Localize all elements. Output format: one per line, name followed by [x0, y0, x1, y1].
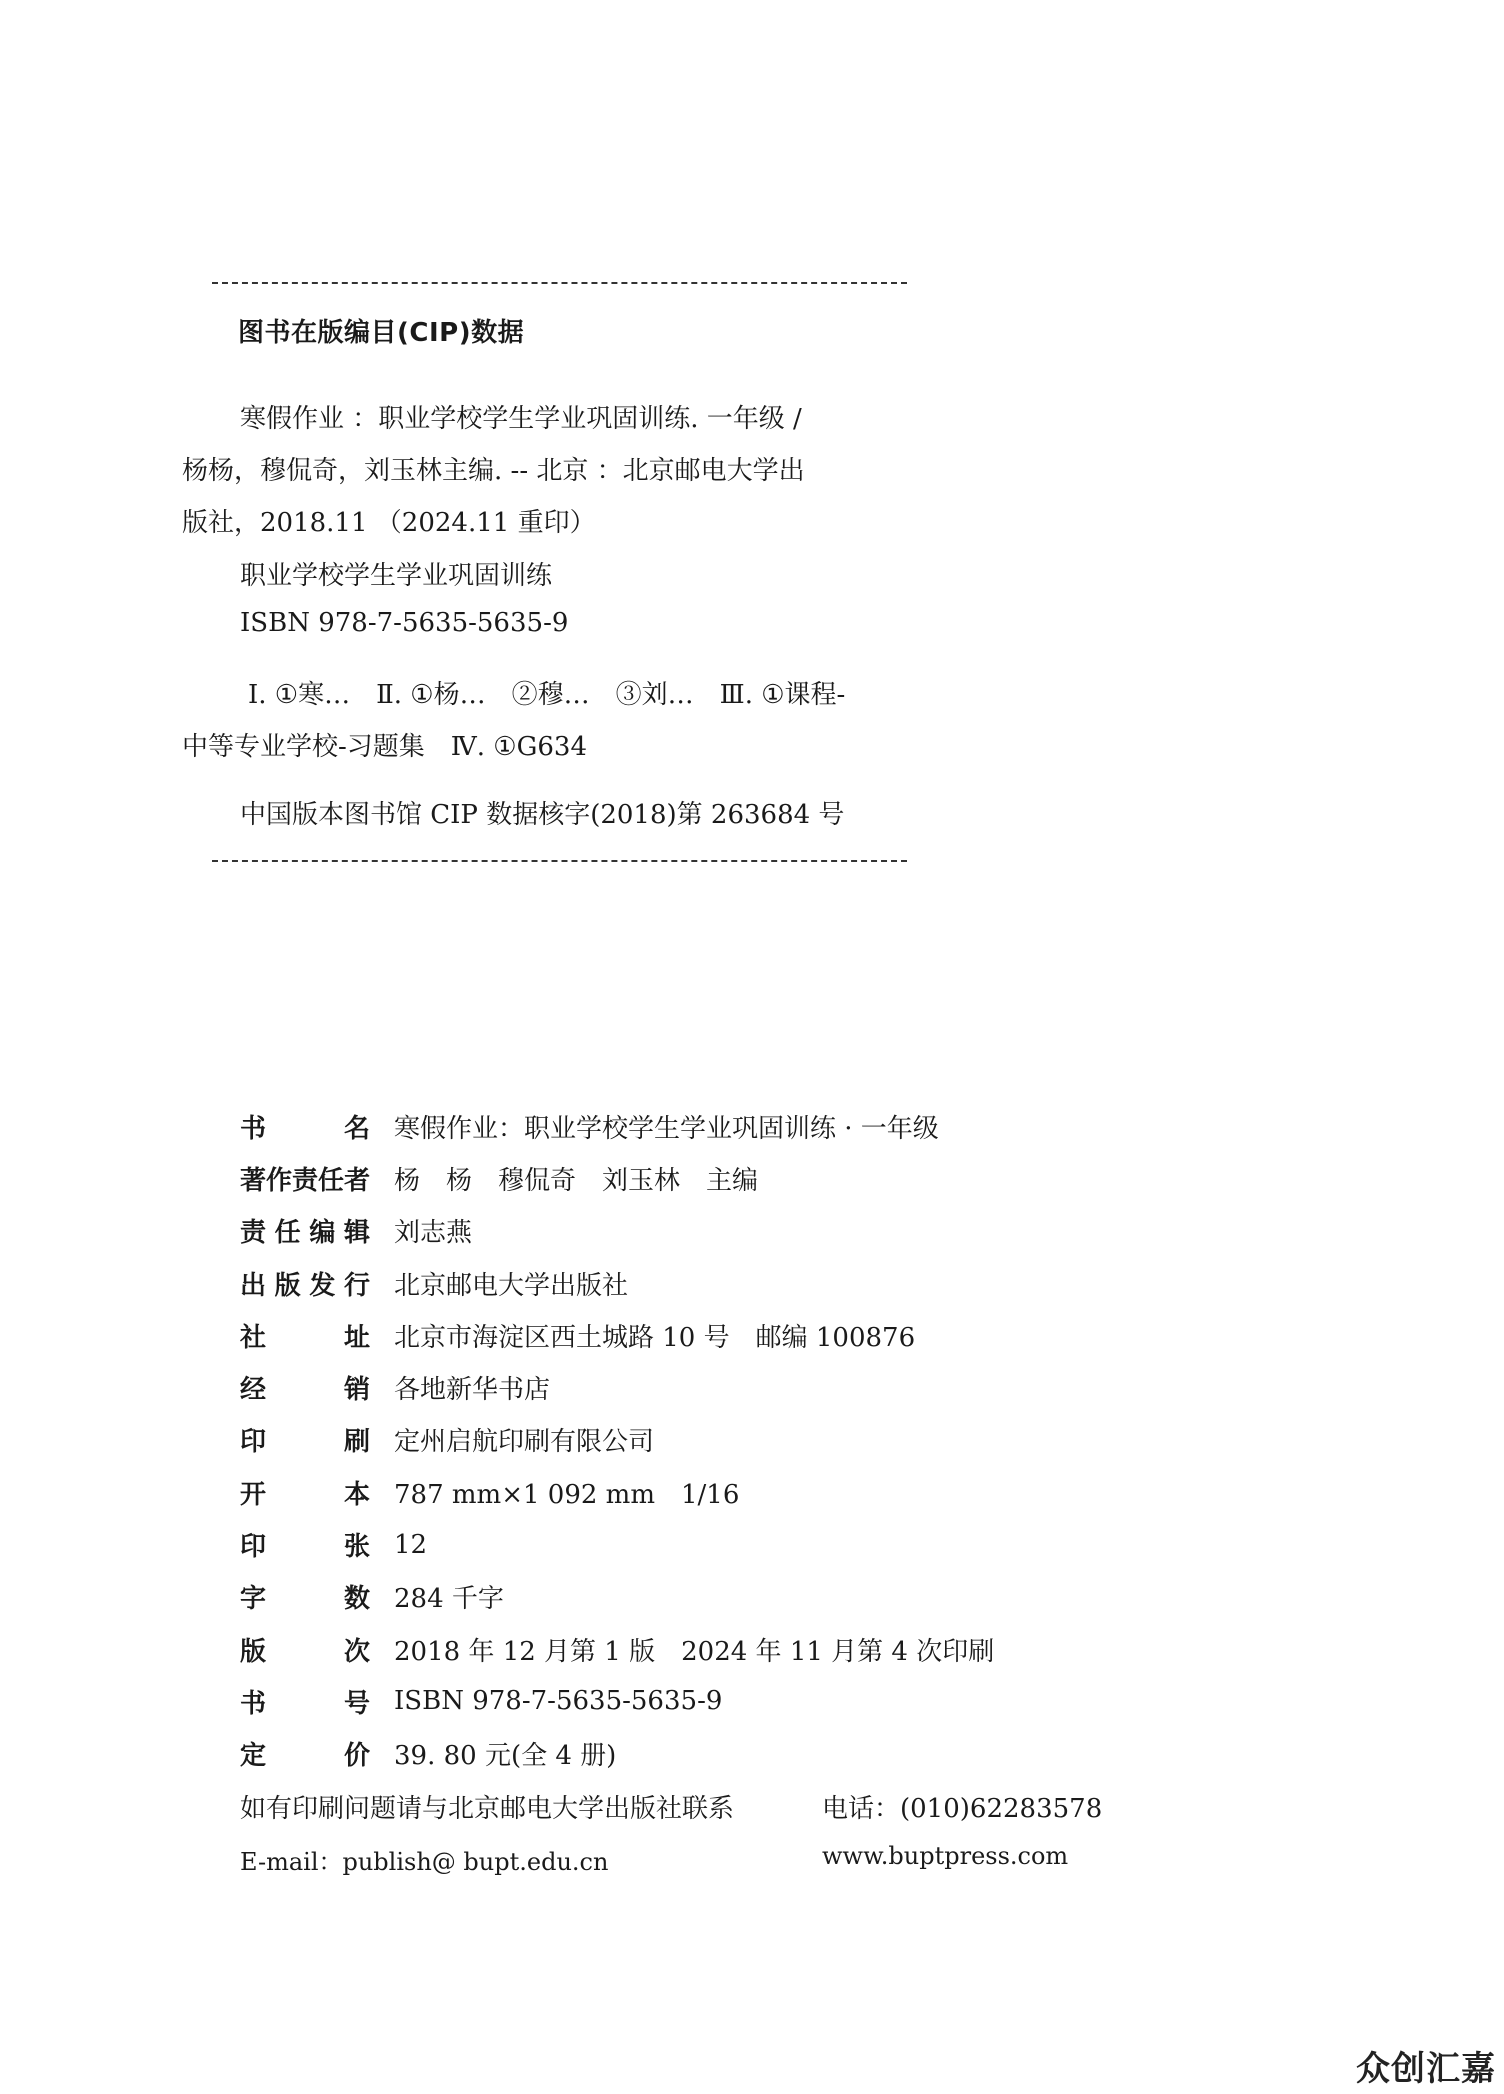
info-label-char: 任 — [274, 1218, 301, 1249]
info-value: 39. 80 元(全 4 册) — [394, 1741, 617, 1772]
info-label-char: 社 — [240, 1322, 267, 1353]
info-value: 2018 年 12 月第 1 版 2024 年 11 月第 4 次印刷 — [394, 1636, 995, 1667]
info-label-char: 印 — [240, 1532, 267, 1563]
info-label-char: 行 — [343, 1270, 370, 1301]
contact-email: E-mail：publish@ bupt.edu.cn — [240, 1848, 609, 1876]
info-label-char: 字 — [240, 1584, 267, 1615]
info-row — [240, 1205, 1140, 1257]
info-label-char: 销 — [343, 1375, 370, 1406]
info-label — [240, 1421, 370, 1458]
info-value: 12 — [394, 1529, 428, 1560]
info-row — [240, 1100, 1140, 1152]
info-label-char: 书 — [240, 1688, 267, 1719]
info-row — [240, 1466, 1140, 1518]
info-value: 杨 杨 穆侃奇 刘玉林 主编 — [394, 1165, 759, 1196]
cip-line-8: 中国版本图书馆 CIP 数据核字(2018)第 263684 号 — [240, 800, 845, 830]
info-row — [240, 1152, 1140, 1204]
info-row — [240, 1571, 1140, 1623]
info-label-char: 经 — [240, 1375, 267, 1406]
contact-website: www.buptpress.com — [822, 1842, 1069, 1870]
info-label-char: 印 — [240, 1427, 267, 1458]
info-label — [240, 1160, 370, 1197]
info-label-char: 任 — [318, 1165, 345, 1196]
info-label — [240, 1735, 370, 1772]
info-label-char: 刷 — [343, 1427, 370, 1458]
info-value: 刘志燕 — [394, 1218, 473, 1249]
info-label-char: 著 — [240, 1165, 267, 1196]
info-row — [240, 1361, 1140, 1413]
info-row — [240, 1728, 1140, 1780]
info-label-char: 发 — [309, 1270, 336, 1301]
info-label-char: 出 — [240, 1270, 267, 1301]
info-row — [240, 1518, 1140, 1570]
info-label-char: 辑 — [343, 1218, 370, 1249]
info-label — [240, 1474, 370, 1511]
watermark-logo: 众创汇嘉 — [1356, 2049, 1496, 2089]
info-value: 284 千字 — [394, 1584, 504, 1615]
info-label-char: 开 — [240, 1479, 267, 1510]
info-value: ISBN 978-7-5635-5635-9 — [394, 1686, 723, 1717]
info-label — [240, 1683, 370, 1720]
contact-line: 如有印刷问题请与北京邮电大学出版社联系 — [240, 1794, 735, 1824]
cip-line-4: 职业学校学生学业巩固训练 — [240, 561, 553, 591]
cip-line-6: Ⅰ. ①寒… Ⅱ. ①杨… ②穆… ③刘… Ⅲ. ①课程- — [248, 680, 846, 710]
info-label-char: 版 — [240, 1636, 267, 1667]
cip-line-5: ISBN 978-7-5635-5635-9 — [240, 608, 569, 638]
info-row — [240, 1309, 1140, 1361]
cip-line-2: 杨杨，穆侃奇，刘玉林主编. -- 北京 ：北京邮电大学出 — [182, 456, 805, 486]
info-row — [240, 1623, 1140, 1675]
info-label-char: 书 — [240, 1113, 267, 1144]
cip-title: 图书在版编目(CIP)数据 — [238, 318, 525, 348]
info-label-char: 责 — [240, 1218, 267, 1249]
info-value: 787 mm×1 092 mm 1/16 — [394, 1479, 740, 1510]
info-value: 寒假作业：职业学校学生学业巩固训练 · 一年级 — [394, 1113, 939, 1144]
info-label — [240, 1578, 370, 1615]
info-label-char: 编 — [309, 1218, 336, 1249]
info-label-char: 责 — [292, 1165, 319, 1196]
info-label — [240, 1265, 370, 1302]
info-label — [240, 1317, 370, 1354]
info-value: 各地新华书店 — [394, 1375, 551, 1406]
info-label-char: 数 — [343, 1584, 370, 1615]
info-row — [240, 1414, 1140, 1466]
bottom-dashed-divider — [212, 860, 907, 862]
cip-line-3: 版社，2018.11 （2024.11 重印） — [182, 508, 596, 538]
info-label — [240, 1108, 370, 1145]
info-row — [240, 1257, 1140, 1309]
info-value: 北京市海淀区西土城路 10 号 邮编 100876 — [394, 1322, 916, 1353]
info-label-char: 作 — [266, 1165, 293, 1196]
info-label-char: 名 — [343, 1113, 370, 1144]
info-label-char: 本 — [343, 1479, 370, 1510]
info-label-char: 者 — [344, 1165, 371, 1196]
info-label-char: 张 — [343, 1532, 370, 1563]
contact-phone: 电话：(010)62283578 — [822, 1794, 1103, 1824]
info-label — [240, 1526, 370, 1563]
info-label — [240, 1631, 370, 1668]
info-value: 北京邮电大学出版社 — [394, 1270, 629, 1301]
info-value: 定州启航印刷有限公司 — [394, 1427, 655, 1458]
publication-info-table — [240, 1100, 1140, 1780]
info-label-char: 次 — [343, 1636, 370, 1667]
info-label — [240, 1212, 370, 1249]
info-label-char: 号 — [343, 1688, 370, 1719]
info-label-char: 价 — [343, 1741, 370, 1772]
info-label-char: 址 — [343, 1322, 370, 1353]
top-dashed-divider — [212, 282, 907, 284]
info-label-char: 定 — [240, 1741, 267, 1772]
cip-line-7: 中等专业学校-习题集 Ⅳ. ①G634 — [182, 732, 587, 762]
cip-line-1: 寒假作业 ：职业学校学生学业巩固训练. 一年级 / — [240, 404, 802, 434]
info-label-char: 版 — [274, 1270, 301, 1301]
info-row — [240, 1675, 1140, 1727]
info-label — [240, 1369, 370, 1406]
